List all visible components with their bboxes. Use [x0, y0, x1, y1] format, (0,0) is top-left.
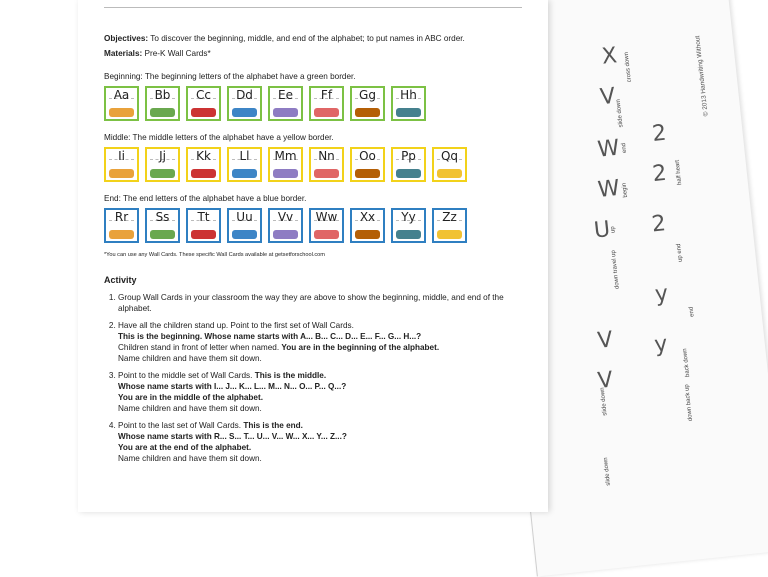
card-picture	[273, 230, 298, 239]
card-letters: Gg	[359, 88, 376, 102]
wall-card	[186, 147, 221, 182]
card-picture	[232, 230, 257, 239]
step-3-e: Name children and have them sit down.	[118, 404, 262, 413]
front-page	[78, 0, 548, 512]
stroke-label: cross down	[623, 51, 633, 83]
wall-card	[227, 208, 262, 243]
stroke-label: half heart	[674, 159, 684, 186]
step-3-d: You are in the middle of the alphabet.	[118, 393, 263, 402]
letter-glyph: 2	[651, 160, 668, 188]
wall-card	[391, 86, 426, 121]
beginning-label: Beginning: The beginning letters of the alphabet have a green border.	[104, 72, 356, 81]
card-picture	[355, 230, 380, 239]
card-letters: Ll	[239, 149, 250, 163]
materials	[104, 48, 534, 59]
footnote: *You can use any Wall Cards. These specific Wall Cards available at getsetforschool.com	[104, 252, 325, 258]
end-label: End: The end letters of the alphabet have a blue border.	[104, 194, 307, 203]
wall-card	[391, 147, 426, 182]
card-picture	[355, 108, 380, 117]
step-2-a: Have all the children stand up. Point to the first set of Wall Cards.	[118, 321, 354, 330]
card-picture	[191, 108, 216, 117]
step-2	[118, 320, 534, 364]
step-3-c: Whose name starts with I... J... K... L... M... N... O... P... Q...?	[118, 382, 347, 391]
materials-text: Pre-K Wall Cards*	[144, 49, 211, 58]
card-letters: Kk	[196, 149, 211, 163]
card-letters: Mm	[274, 149, 297, 163]
stroke-label: up end	[676, 243, 684, 263]
wall-card	[186, 208, 221, 243]
card-picture	[396, 169, 421, 178]
objectives	[104, 33, 534, 44]
step-4-e: Name children and have them sit down.	[118, 454, 262, 463]
card-letters: Qq	[440, 149, 459, 163]
stroke-label: slide down	[603, 457, 612, 486]
card-picture	[232, 169, 257, 178]
stroke-label: up	[610, 225, 617, 234]
wall-card	[145, 208, 180, 243]
card-picture	[314, 108, 339, 117]
card-letters: Uu	[236, 210, 253, 224]
card-picture	[150, 108, 175, 117]
objectives-label: Objectives:	[104, 34, 149, 43]
card-letters: Dd	[236, 88, 253, 102]
step-4-b: This is the end.	[243, 421, 303, 430]
card-picture	[314, 169, 339, 178]
wall-card	[104, 86, 139, 121]
wall-card	[350, 147, 385, 182]
card-picture	[396, 230, 421, 239]
card-letters: Nn	[318, 149, 335, 163]
step-2-b: This is the beginning. Whose name starts with A... B... C... D... E... F... G... H...?	[118, 332, 422, 341]
wall-card	[432, 147, 467, 182]
card-letters: Zz	[442, 210, 457, 224]
wall-card	[432, 208, 467, 243]
stroke-label: end	[621, 142, 629, 154]
step-2-e: Name children and have them sit down.	[118, 354, 262, 363]
card-letters: Tt	[197, 210, 210, 224]
wall-card	[104, 208, 139, 243]
letter-glyph: 2	[651, 120, 668, 147]
copyright: © 2013 Handwriting Without	[694, 35, 710, 117]
card-picture	[191, 230, 216, 239]
card-picture	[191, 169, 216, 178]
card-letters: Bb	[154, 88, 171, 102]
letter-glyph: W	[596, 135, 621, 163]
step-4-d: You are at the end of the alphabet.	[118, 443, 252, 452]
card-letters: Xx	[359, 210, 376, 224]
middle-cards	[104, 147, 534, 187]
stroke-label: slide down	[615, 98, 625, 128]
card-picture	[232, 108, 257, 117]
stroke-label: begin	[621, 182, 630, 198]
card-picture	[273, 169, 298, 178]
card-picture	[355, 169, 380, 178]
step-1	[118, 292, 534, 314]
card-picture	[109, 169, 134, 178]
step-3-b: This is the middle.	[254, 371, 327, 380]
middle-label: Middle: The middle letters of the alphabet have a yellow border.	[104, 133, 334, 142]
letter-glyph: 2	[650, 211, 668, 238]
letter-glyph: V	[598, 83, 617, 111]
stroke-label: down travel up	[610, 249, 621, 290]
step-4-c: Whose name starts with R... S... T... U... V... W... X... Y... Z...?	[118, 432, 347, 441]
step-4	[118, 420, 534, 464]
stroke-label: end	[688, 306, 696, 318]
card-letters: Aa	[113, 88, 130, 102]
wall-card	[268, 86, 303, 121]
wall-card	[350, 86, 385, 121]
card-letters: Ff	[320, 88, 333, 102]
step-3-a: Point to the middle set of Wall Cards.	[118, 371, 253, 380]
card-letters: Yy	[401, 210, 416, 224]
card-picture	[109, 108, 134, 117]
letter-glyph: U	[592, 217, 612, 244]
activity-steps	[104, 292, 534, 464]
card-letters: Ww	[315, 210, 338, 224]
card-picture	[437, 230, 462, 239]
materials-label: Materials:	[104, 49, 143, 58]
card-letters: Ee	[278, 88, 293, 102]
letter-glyph: X	[600, 43, 619, 70]
card-letters: Ss	[155, 210, 170, 224]
wall-card	[391, 208, 426, 243]
card-letters: Pp	[401, 149, 416, 163]
objectives-text: To discover the beginning, middle, and end of the alphabet; to put names in ABC order.	[150, 34, 465, 43]
card-letters: Vv	[277, 210, 294, 224]
card-letters: Oo	[359, 149, 376, 163]
letter-glyph: y	[653, 281, 670, 308]
card-letters: Hh	[400, 88, 417, 102]
wall-card	[145, 86, 180, 121]
letter-glyph: V	[596, 327, 614, 354]
stroke-label: back down	[682, 348, 692, 378]
activity-title: Activity	[104, 275, 137, 285]
letter-glyph: V	[596, 367, 615, 394]
wall-card	[104, 147, 139, 182]
card-picture	[150, 169, 175, 178]
divider	[104, 7, 522, 8]
card-picture	[109, 230, 134, 239]
card-picture	[150, 230, 175, 239]
wall-card	[350, 208, 385, 243]
step-1-text: Group Wall Cards in your classroom the way they are above to show the beginning, middle, and end of the alphabet.	[118, 293, 504, 313]
wall-card	[227, 147, 262, 182]
step-2-c: Children stand in front of letter when named.	[118, 343, 280, 352]
card-picture	[273, 108, 298, 117]
wall-card	[145, 147, 180, 182]
letter-glyph: W	[596, 175, 621, 203]
wall-card	[186, 86, 221, 121]
stroke-label: slide down	[599, 387, 609, 416]
step-4-a: Point to the last set of Wall Cards.	[118, 421, 242, 430]
end-cards	[104, 208, 534, 248]
card-picture	[314, 230, 339, 239]
card-picture	[437, 169, 462, 178]
card-letters: Rr	[114, 210, 129, 224]
card-letters: Ii	[118, 149, 125, 163]
wall-card	[268, 208, 303, 243]
beginning-cards	[104, 86, 534, 126]
stroke-label: down back up	[684, 383, 694, 422]
wall-card	[309, 208, 344, 243]
wall-card	[309, 147, 344, 182]
letter-glyph: y	[653, 331, 669, 358]
card-picture	[396, 108, 421, 117]
card-letters: Jj	[159, 149, 166, 163]
step-2-d: You are in the beginning of the alphabet.	[281, 343, 440, 352]
wall-card	[268, 147, 303, 182]
step-3	[118, 370, 534, 414]
card-letters: Cc	[196, 88, 211, 102]
wall-card	[227, 86, 262, 121]
wall-card	[309, 86, 344, 121]
